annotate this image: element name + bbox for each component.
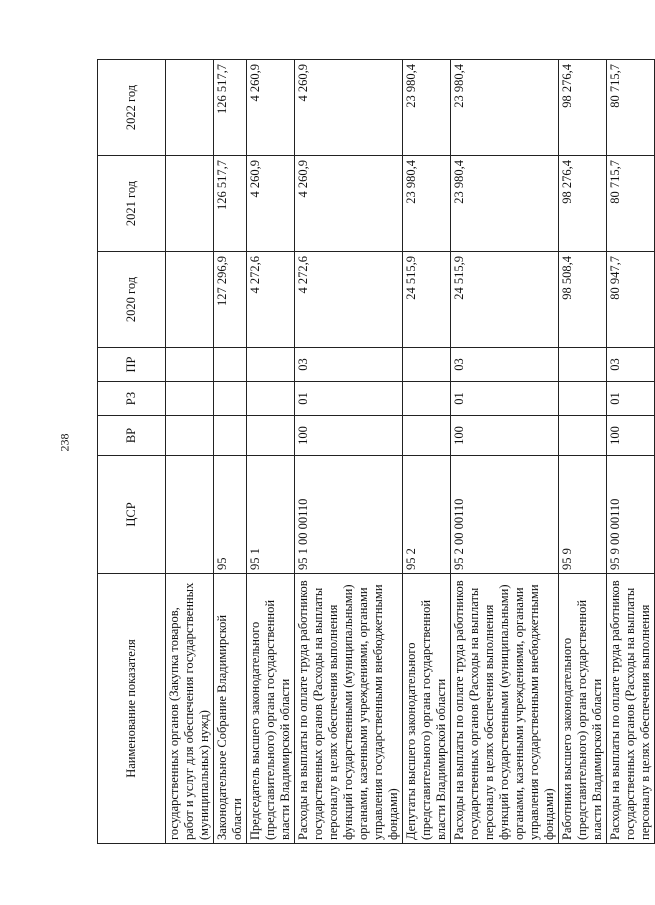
row-2022: 80 715,7 bbox=[607, 60, 655, 156]
row-vr: 100 bbox=[607, 416, 655, 456]
row-csr: 95 bbox=[214, 456, 247, 574]
page-number: 238 bbox=[57, 433, 72, 452]
table-row bbox=[451, 60, 559, 844]
header-rz: РЗ bbox=[98, 382, 166, 416]
rotated-table-container bbox=[97, 60, 652, 844]
row-2022: 4 260,9 bbox=[247, 60, 295, 156]
row-pr bbox=[166, 348, 214, 382]
row-rz bbox=[559, 382, 607, 416]
row-csr: 95 1 bbox=[247, 456, 295, 574]
header-pr: ПР bbox=[98, 348, 166, 382]
row-2021 bbox=[166, 156, 214, 252]
row-2021: 23 980,4 bbox=[403, 156, 451, 252]
table-row bbox=[214, 60, 247, 844]
row-2022: 23 980,4 bbox=[403, 60, 451, 156]
header-vr: ВР bbox=[98, 416, 166, 456]
row-2021: 98 276,4 bbox=[559, 156, 607, 252]
row-pr bbox=[214, 348, 247, 382]
row-rz bbox=[403, 382, 451, 416]
row-2020: 4 272,6 bbox=[247, 252, 295, 348]
row-csr bbox=[166, 456, 214, 574]
row-pr: 03 bbox=[295, 348, 403, 382]
header-csr: ЦСР bbox=[98, 456, 166, 574]
row-rz: 01 bbox=[451, 382, 559, 416]
row-name: Расходы на выплаты по оплате труда работников государственных органов (Расходы на выплаты персоналу в целях обеспечения выполнения функций государственными (муниципальными) органами, казенными учреждениями, органами управления государственными внебюджетными фондами) bbox=[451, 574, 559, 844]
header-2020: 2020 год bbox=[98, 252, 166, 348]
row-pr: 03 bbox=[607, 348, 655, 382]
row-name: Депутаты высшего законодательного (представительного) органа государственной власти Владимирской области bbox=[403, 574, 451, 844]
row-rz bbox=[214, 382, 247, 416]
row-2020: 127 296,9 bbox=[214, 252, 247, 348]
row-vr bbox=[214, 416, 247, 456]
row-csr: 95 2 00 00110 bbox=[451, 456, 559, 574]
row-name: Расходы на выплаты по оплате труда работников государственных органов (Расходы на выплаты персоналу в целях обеспечения выполнения bbox=[607, 574, 655, 844]
row-2020: 24 515,9 bbox=[451, 252, 559, 348]
row-2022: 23 980,4 bbox=[451, 60, 559, 156]
row-vr bbox=[559, 416, 607, 456]
row-csr: 95 2 bbox=[403, 456, 451, 574]
table-row bbox=[403, 60, 451, 844]
table-row bbox=[559, 60, 607, 844]
row-2021: 23 980,4 bbox=[451, 156, 559, 252]
row-2022: 126 517,7 bbox=[214, 60, 247, 156]
header-2022: 2022 год bbox=[98, 60, 166, 156]
header-2021: 2021 год bbox=[98, 156, 166, 252]
row-2020: 98 508,4 bbox=[559, 252, 607, 348]
row-csr: 95 1 00 00110 bbox=[295, 456, 403, 574]
row-csr: 95 9 00 00110 bbox=[607, 456, 655, 574]
row-name: Расходы на выплаты по оплате труда работников государственных органов (Расходы на выплаты персоналу в целях обеспечения выполнения функций государственными (муниципальными) органами, казенными учреждениями, органами управления государственными внебюджетными фондами) bbox=[295, 574, 403, 844]
budget-table bbox=[97, 59, 655, 844]
table-row bbox=[607, 60, 655, 844]
row-rz: 01 bbox=[295, 382, 403, 416]
row-2020: 80 947,7 bbox=[607, 252, 655, 348]
row-2021: 4 260,9 bbox=[247, 156, 295, 252]
row-vr bbox=[247, 416, 295, 456]
table-header-row bbox=[98, 60, 166, 844]
row-2020 bbox=[166, 252, 214, 348]
row-rz bbox=[166, 382, 214, 416]
row-vr: 100 bbox=[451, 416, 559, 456]
row-pr bbox=[559, 348, 607, 382]
header-name: Наименование показателя bbox=[98, 574, 166, 844]
table-row bbox=[247, 60, 295, 844]
row-pr: 03 bbox=[451, 348, 559, 382]
row-vr bbox=[166, 416, 214, 456]
row-rz bbox=[247, 382, 295, 416]
row-name: Законодательное Собрание Владимирской области bbox=[214, 574, 247, 844]
row-2021: 126 517,7 bbox=[214, 156, 247, 252]
row-name: Работники высшего законодательного (представительного) органа государственной власти Владимирской области bbox=[559, 574, 607, 844]
row-rz: 01 bbox=[607, 382, 655, 416]
row-pr bbox=[403, 348, 451, 382]
rotated-table-wrapper bbox=[97, 60, 652, 844]
row-2022: 4 260,9 bbox=[295, 60, 403, 156]
row-2022 bbox=[166, 60, 214, 156]
row-pr bbox=[247, 348, 295, 382]
row-2021: 4 260,9 bbox=[295, 156, 403, 252]
table-row bbox=[295, 60, 403, 844]
row-2022: 98 276,4 bbox=[559, 60, 607, 156]
row-name: Председатель высшего законодательного (представительного) органа государственной власти Владимирской области bbox=[247, 574, 295, 844]
table-row bbox=[166, 60, 214, 844]
row-csr: 95 9 bbox=[559, 456, 607, 574]
row-2021: 80 715,7 bbox=[607, 156, 655, 252]
row-vr bbox=[403, 416, 451, 456]
row-vr: 100 bbox=[295, 416, 403, 456]
row-2020: 4 272,6 bbox=[295, 252, 403, 348]
row-name: государственных органов (Закупка товаров, работ и услуг для обеспечения государственных (муниципальных) нужд) bbox=[166, 574, 214, 844]
row-2020: 24 515,9 bbox=[403, 252, 451, 348]
